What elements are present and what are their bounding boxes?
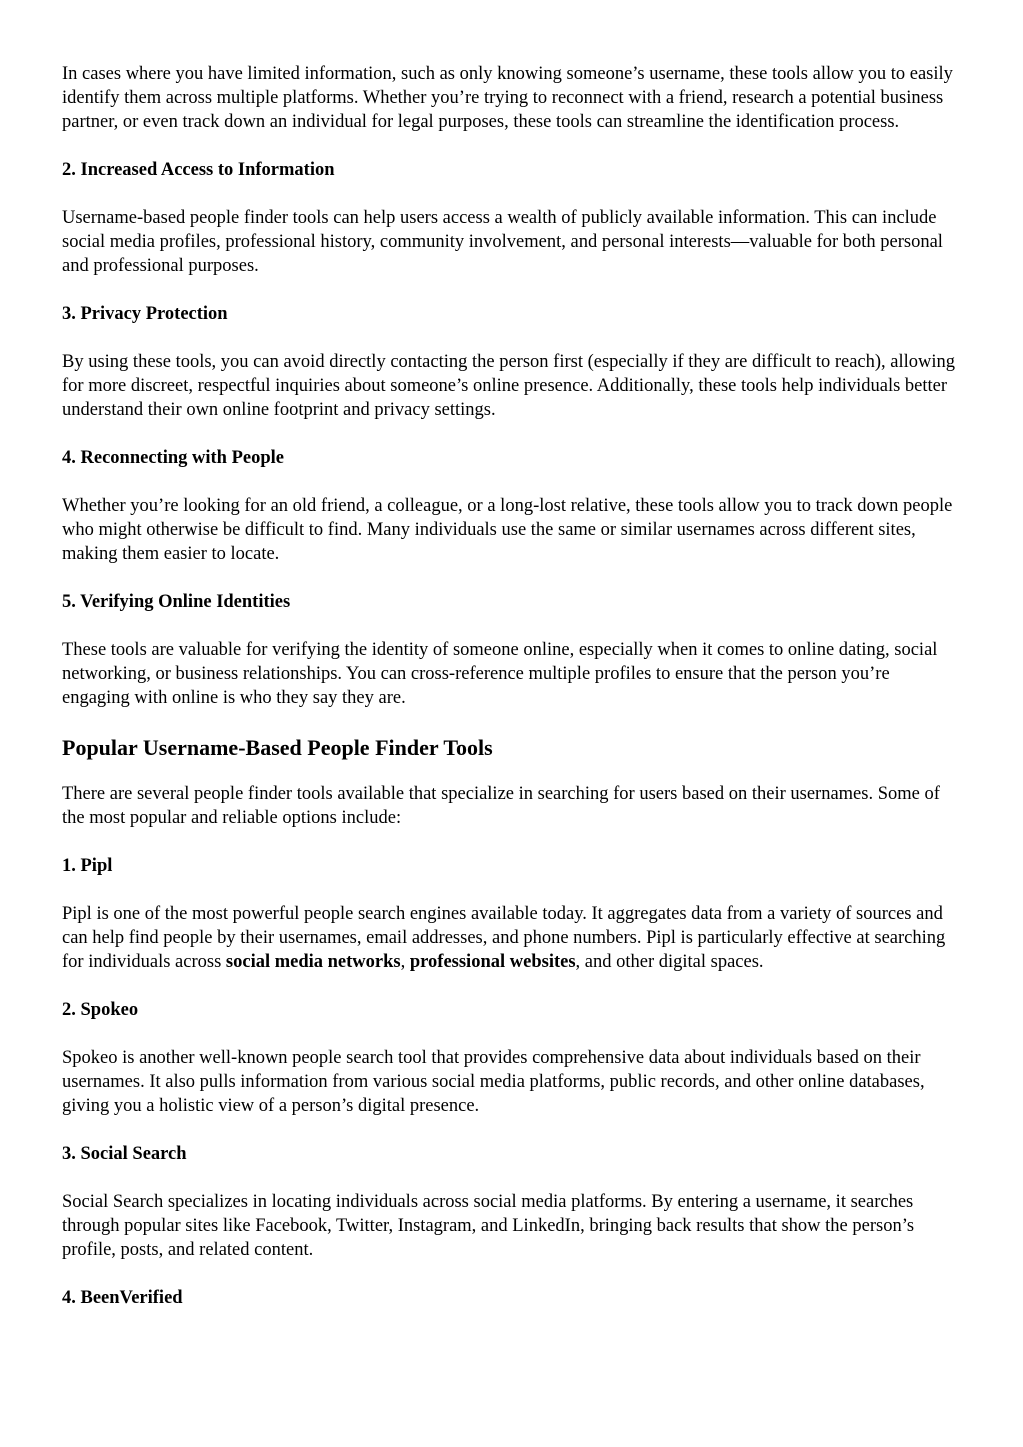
- tool-heading-social-search: 3. Social Search: [62, 1144, 187, 1164]
- benefit-paragraph: Whether you’re looking for an old friend, a colleague, or a long-lost relative, these tools allow you to track down people who might otherwise be difficult to find. Many individuals use the same or similar usernames across different sites, making them easier to locate.: [62, 496, 953, 564]
- tool-heading-beenverified: 4. BeenVerified: [62, 1288, 183, 1308]
- section-intro-paragraph: There are several people finder tools available that specialize in searching for users based on their usernames. Some of the most popular and reliable options include:: [62, 784, 940, 828]
- benefit-paragraph: These tools are valuable for verifying the identity of someone online, especially when it comes to online dating, social networking, or business relationships. You can cross-reference multiple profiles to ensure that the person you’re engaging with online is who they say they are.: [62, 640, 938, 708]
- tool-paragraph-social-search: Social Search specializes in locating individuals across social media platforms. By entering a username, it searches through popular sites like Facebook, Twitter, Instagram, and LinkedIn, bringing back results that show the person’s profile, posts, and related content.: [62, 1192, 915, 1260]
- benefit-paragraph: By using these tools, you can avoid directly contacting the person first (especially if they are difficult to reach), allowing for more discreet, respectful inquiries about someone’s online presence. Additionally, these tools help individuals better understand their own online footprint and privacy settings.: [62, 352, 956, 420]
- document-page: [62, 62, 962, 1334]
- benefit-heading: 2. Increased Access to Information: [62, 160, 335, 180]
- tool-heading-pipl: 1. Pipl: [62, 856, 113, 876]
- benefit-heading: 5. Verifying Online Identities: [62, 592, 291, 612]
- pipl-text-end: , and other digital spaces.: [575, 952, 764, 972]
- benefit-paragraph: Username-based people finder tools can help users access a wealth of publicly available information. This can include social media profiles, professional history, community involvement, and personal interests—valuable for both personal and professional purposes.: [62, 208, 943, 276]
- tool-heading-spokeo: 2. Spokeo: [62, 1000, 139, 1020]
- benefit-heading: 4. Reconnecting with People: [62, 448, 284, 468]
- intro-paragraph: In cases where you have limited information, such as only knowing someone’s username, these tools allow you to easily identify them across multiple platforms. Whether you’re trying to reconnect with a friend, research a potential business partner, or even track down an individual for legal purposes, these tools can streamline the identification process.: [62, 64, 953, 132]
- section-heading: Popular Username-Based People Finder Tools: [62, 735, 493, 760]
- pipl-separator: ,: [400, 952, 410, 972]
- pipl-bold-social-media-networks: social media networks: [225, 952, 401, 972]
- pipl-bold-professional-websites: professional websites: [409, 952, 576, 972]
- tool-paragraph-spokeo: Spokeo is another well-known people search tool that provides comprehensive data about individuals based on their usernames. It also pulls information from various social media platforms, public records, and other online databases, giving you a holistic view of a person’s digital presence.: [62, 1048, 925, 1116]
- pipl-text-start: Pipl is one of the most powerful people search engines available today. It aggregates data from a variety of sources and can help find people by their usernames, email addresses, and phone numbers. Pipl is particularly effective at searching for individuals across: [62, 904, 946, 972]
- tool-paragraph-pipl: [62, 902, 962, 974]
- benefit-heading: 3. Privacy Protection: [62, 304, 228, 324]
